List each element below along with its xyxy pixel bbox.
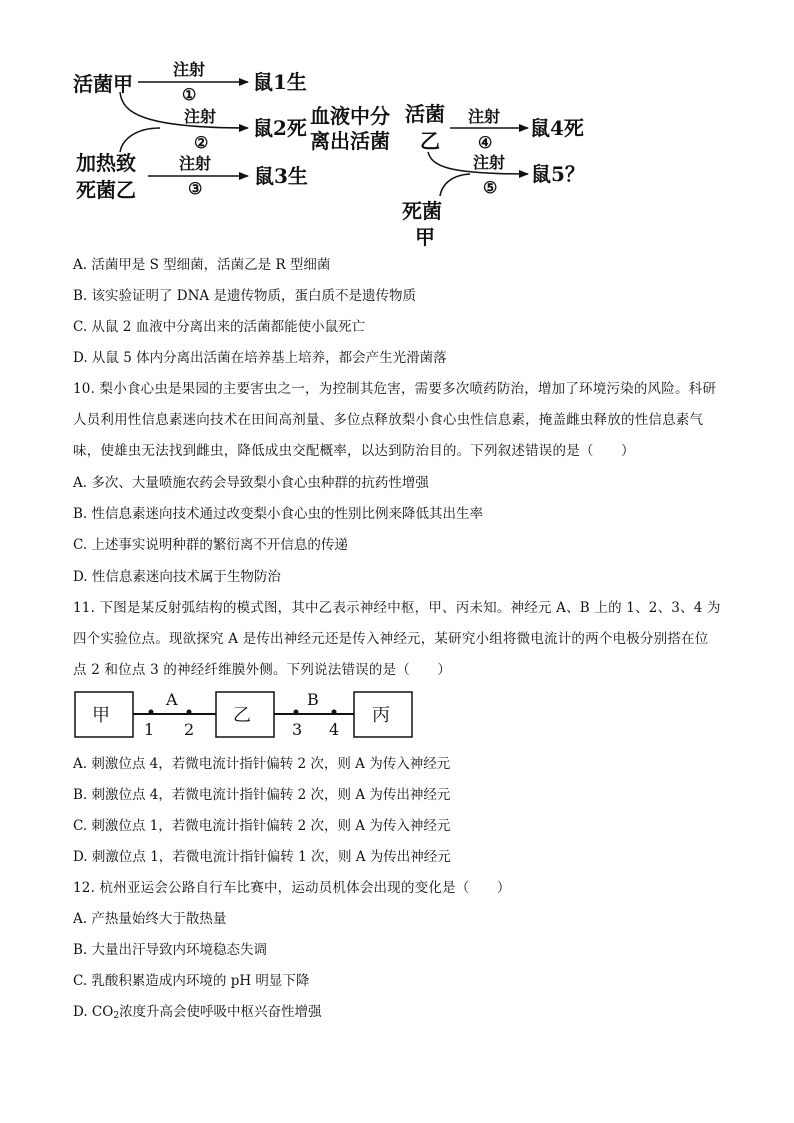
q10-option-c: C. 上述事实说明种群的繁衍离不开信息的传递 <box>73 537 348 553</box>
q10-stem-line3: 味，使雄虫无法找到雌虫，降低成虫交配概率，以达到防治目的。下列叙述错误的是（ ） <box>73 443 635 459</box>
site-2-dot <box>187 710 192 715</box>
inject-label-4: 注射 <box>468 107 501 126</box>
dead-bacteria-a-line1: 死菌 <box>402 199 442 223</box>
q10-option-a: A. 多次、大量喷施农药会导致梨小食心虫种群的抗药性增强 <box>73 475 429 491</box>
mouse-1-result: 鼠1生 <box>253 70 307 94</box>
mouse-2-result: 鼠2死 <box>253 116 307 140</box>
q11-option-d: D. 刺激位点 1，若微电流计指针偏转 1 次，则 A 为传出神经元 <box>73 849 451 865</box>
live-bacteria-b-line2: 乙 <box>420 129 440 153</box>
site-3-dot <box>294 710 299 715</box>
q10-option-d: D. 性信息素迷向技术属于生物防治 <box>73 569 281 585</box>
q11-option-a: A. 刺激位点 4，若微电流计指针偏转 2 次，则 A 为传入神经元 <box>73 756 451 772</box>
site-3-label: 3 <box>292 720 303 739</box>
merge-curve-5 <box>440 174 470 196</box>
site-1-dot <box>149 710 154 715</box>
mouse-5-result: 鼠5？ <box>531 162 585 186</box>
inject-label-3: 注射 <box>179 154 212 173</box>
site-4-dot <box>332 710 337 715</box>
mouse-3-result: 鼠3生 <box>254 164 308 188</box>
heat-killed-b-line1: 加热致 <box>76 151 136 175</box>
live-bacteria-a-label: 活菌甲 <box>73 72 133 96</box>
q12-option-d <box>73 1003 753 1025</box>
step-number-3: ③ <box>188 179 203 198</box>
q12-option-c: C. 乳酸积累造成内环境的 pH 明显下降 <box>73 973 310 989</box>
neuron-b-label: B <box>307 690 319 709</box>
box-yi-label: 乙 <box>233 705 251 726</box>
q11-option-c: C. 刺激位点 1，若微电流计指针偏转 2 次，则 A 为传入神经元 <box>73 818 451 834</box>
q12-option-d-subscript: 2 <box>113 1011 120 1021</box>
site-4-label: 4 <box>329 720 340 739</box>
q10-stem-line2: 人员利用性信息素迷向技术在田间高剂量、多位点释放梨小食心虫性信息素，掩盖雌虫释放的性信息素气 <box>73 412 704 428</box>
q12-option-b: B. 大量出汗导致内环境稳态失调 <box>73 942 268 958</box>
heat-killed-b-line2: 死菌乙 <box>76 178 136 202</box>
reflex-arc-diagram <box>74 690 419 740</box>
blood-isolation-line1: 血液中分 <box>310 104 390 128</box>
inject-label-5: 注射 <box>473 153 506 172</box>
q12-option-a: A. 产热量始终大于散热量 <box>73 911 227 927</box>
q11-stem-line2: 四个实验位点。现欲探究 A 是传出神经元还是传入神经元，某研究小组将微电流计的两个电极分别搭在位 <box>73 631 709 647</box>
site-2-label: 2 <box>184 720 195 739</box>
dead-bacteria-a-line2: 甲 <box>415 225 435 249</box>
q10-stem-line1: 10. 梨小食心虫是果园的主要害虫之一，为控制其危害，需要多次喷药防治，增加了环境污染的风险。科研 <box>73 381 717 397</box>
q9-option-c: C. 从鼠 2 血液中分离出来的活菌都能使小鼠死亡 <box>73 319 366 335</box>
q12-option-d-suffix: 浓度升高会使呼吸中枢兴奋性增强 <box>119 1004 322 1020</box>
site-1-label: 1 <box>144 720 155 739</box>
q12-option-d-prefix: D. CO <box>73 1004 114 1020</box>
inject-label-2: 注射 <box>184 107 217 126</box>
step-number-4: ④ <box>478 133 493 152</box>
box-jia-label: 甲 <box>92 705 110 726</box>
mouse-4-result: 鼠4死 <box>530 116 584 140</box>
transformation-experiment-diagram <box>0 0 794 255</box>
box-bing-label: 丙 <box>372 705 390 726</box>
inject-label-1: 注射 <box>173 60 206 79</box>
q11-stem-line1: 11. 下图是某反射弧结构的模式图，其中乙表示神经中枢，甲、丙未知。神经元 A、B 上的 1、2、3、4 为 <box>73 600 721 616</box>
step-number-2: ② <box>194 133 209 152</box>
q9-option-d: D. 从鼠 5 体内分离出活菌在培养基上培养，都会产生光滑菌落 <box>73 350 447 366</box>
step-number-1: ① <box>182 85 197 104</box>
q9-option-b: B. 该实验证明了 DNA 是遗传物质，蛋白质不是遗传物质 <box>73 288 416 304</box>
q11-stem-line3: 点 2 和位点 3 的神经纤维膜外侧。下列说法错误的是（ ） <box>73 662 452 678</box>
merge-curve-2 <box>120 128 160 152</box>
q9-option-a: A. 活菌甲是 S 型细菌，活菌乙是 R 型细菌 <box>73 257 331 273</box>
q12-stem: 12. 杭州亚运会公路自行车比赛中，运动员机体会出现的变化是（ ） <box>73 880 511 896</box>
live-bacteria-b-line1: 活菌 <box>405 102 445 126</box>
blood-isolation-line2: 离出活菌 <box>310 129 390 153</box>
neuron-a-label: A <box>166 690 178 709</box>
q10-option-b: B. 性信息素迷向技术通过改变梨小食心虫的性别比例来降低其出生率 <box>73 506 484 522</box>
q11-option-b: B. 刺激位点 4，若微电流计指针偏转 2 次，则 A 为传出神经元 <box>73 787 451 803</box>
step-number-5: ⑤ <box>483 178 498 197</box>
